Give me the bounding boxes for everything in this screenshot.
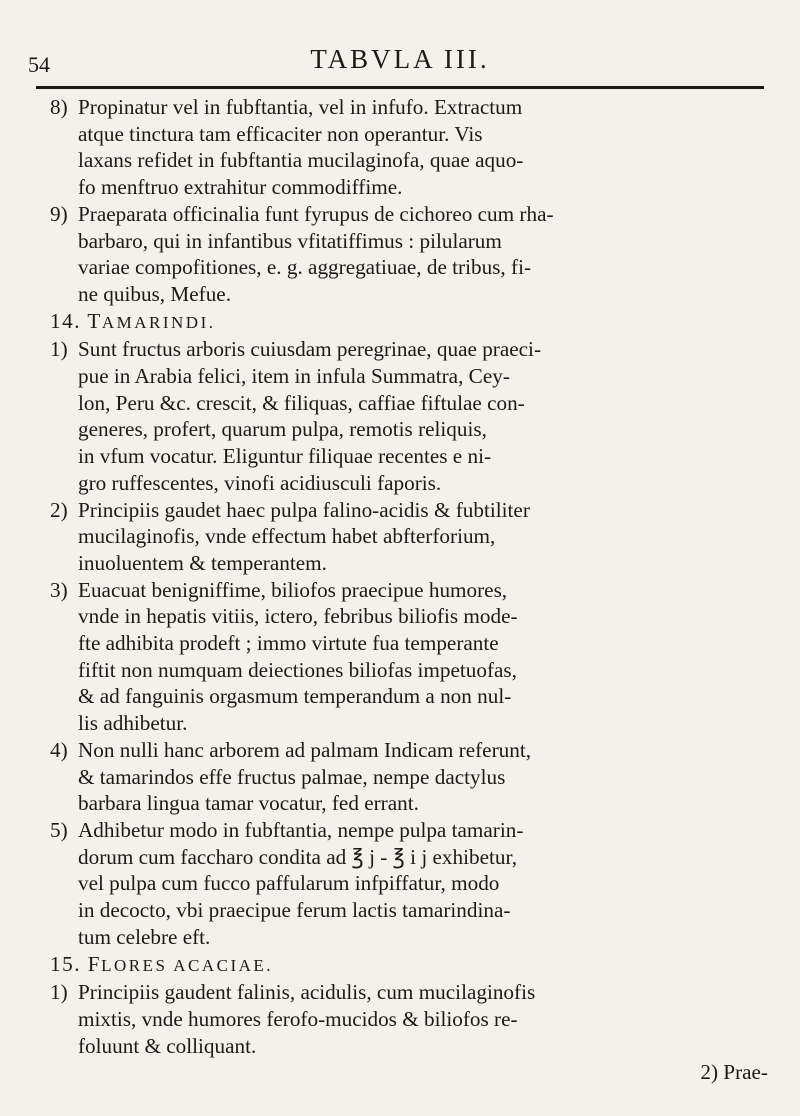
line-text: Praeparata officinalia funt fyrupus de cichoreo cum rha- (78, 201, 554, 226)
numbered-paragraph (50, 737, 778, 817)
text-line (50, 497, 778, 524)
text-line (50, 363, 778, 390)
line-text: variae compofitiones, e. g. aggregatiuae, de tribus, fi- (78, 255, 532, 280)
numbered-paragraph (50, 201, 778, 308)
text-line (50, 281, 778, 308)
numbered-paragraph (50, 577, 778, 737)
page-number: 54 (28, 52, 50, 77)
section-heading (50, 308, 778, 337)
section-number: 15. (50, 951, 88, 976)
paragraph-number: 3) (50, 577, 68, 602)
text-line (50, 577, 778, 604)
line-text: ne quibus, Mefue. (78, 281, 231, 306)
line-text: gro ruffescentes, vinofi acidiusculi faporis. (78, 470, 442, 495)
text-line (50, 416, 778, 443)
line-text: barbaro, qui in infantibus vfitatiffimus : pilularum (78, 228, 502, 253)
line-text: & tamarindos effe fructus palmae, nempe dactylus (78, 764, 506, 789)
text-line (50, 844, 778, 871)
line-text: atque tinctura tam efficaciter non operantur. Vis (78, 121, 483, 146)
line-text: in decocto, vbi praecipue ferum lactis tamarindina- (78, 898, 511, 923)
text-line (50, 657, 778, 684)
paragraph-number: 2) (50, 497, 68, 522)
text-line (50, 550, 778, 577)
section-heading (50, 951, 778, 980)
text-line (50, 897, 778, 924)
numbered-paragraph (50, 817, 778, 951)
line-text: foluunt & colliquant. (78, 1033, 257, 1058)
text-line (50, 254, 778, 281)
section-number: 14. (50, 308, 88, 333)
line-text: mixtis, vnde humores ferofo-mucidos & biliofos re- (78, 1006, 518, 1031)
line-text: Principiis gaudet haec pulpa falino-acidis & fubtiliter (78, 497, 530, 522)
line-text: generes, profert, quarum pulpa, remotis reliquis, (78, 417, 487, 442)
paragraph-number: 8) (50, 95, 68, 119)
text-line (50, 764, 778, 791)
text-line (50, 336, 778, 363)
section-initial: T (87, 308, 102, 333)
text-line (50, 710, 778, 737)
text-line (50, 390, 778, 417)
text-line (50, 121, 778, 148)
paragraph-number: 1) (50, 337, 68, 362)
catchword: 2) Prae- (700, 1060, 768, 1085)
section-initial: F (87, 951, 102, 976)
line-text: Adhibetur modo in fubftantia, nempe pulpa tamarin- (78, 817, 524, 842)
line-text: vnde in hepatis vitiis, ictero, febribus biliofis mode- (78, 604, 518, 629)
line-text: vel pulpa cum fucco paffularum infpiffatur, modo (78, 871, 500, 896)
text-line (50, 979, 778, 1006)
section-title: AMARINDI. (101, 312, 216, 332)
running-head: TABVLA III. (310, 44, 490, 74)
line-text: Non nulli hanc arborem ad palmam Indicam referunt, (78, 737, 532, 762)
text-line (50, 924, 778, 951)
paragraph-number: 9) (50, 201, 68, 226)
text-line (50, 523, 778, 550)
text-line (50, 1006, 778, 1033)
text-line (50, 790, 778, 817)
text-line (50, 737, 778, 764)
text-line (50, 630, 778, 657)
body-text (50, 94, 778, 1086)
text-line (50, 174, 778, 201)
line-text: Propinatur vel in fubftantia, vel in infufo. Extractum (78, 95, 523, 119)
line-text: tum celebre eft. (78, 924, 211, 949)
numbered-paragraph (50, 336, 778, 496)
line-text: pue in Arabia felici, item in infula Summatra, Cey- (78, 364, 510, 389)
text-line (50, 443, 778, 470)
line-text: lis adhibetur. (78, 711, 188, 736)
text-line (50, 470, 778, 497)
section-title: LORES ACACIAE. (101, 955, 274, 975)
line-text: Sunt fructus arboris cuiusdam peregrinae, quae praeci- (78, 337, 542, 362)
line-text: dorum cum faccharo condita ad ℥ j - ℥ i j exhibetur, (78, 844, 517, 869)
text-line (50, 147, 778, 174)
line-text: laxans refidet in fubftantia mucilaginofa, quae aquo- (78, 148, 524, 173)
numbered-paragraph (50, 94, 778, 201)
line-text: & ad fanguinis orgasmum temperandum a non nul- (78, 684, 512, 709)
line-text: inuoluentem & temperantem. (78, 550, 327, 575)
text-line (50, 201, 778, 228)
line-text: in vfum vocatur. Eliguntur filiquae recentes e ni- (78, 444, 492, 469)
head-rule (36, 86, 764, 89)
paragraph-number: 1) (50, 980, 68, 1005)
paragraph-number: 5) (50, 817, 68, 842)
line-text: Principiis gaudent falinis, acidulis, cum mucilaginofis (78, 980, 536, 1005)
line-text: fiftit non numquam deiectiones biliofas impetuofas, (78, 657, 517, 682)
line-text: fo menftruo extrahitur commodiffime. (78, 175, 403, 200)
line-text: lon, Peru &c. crescit, & filiquas, caffiae fiftulae con- (78, 390, 525, 415)
text-line (50, 817, 778, 844)
paragraph-number: 4) (50, 737, 68, 762)
text-line (50, 603, 778, 630)
numbered-paragraph (50, 979, 778, 1059)
text-line (50, 683, 778, 710)
line-text: fte adhibita prodeft ; immo virtute fua temperante (78, 631, 499, 656)
text-line (50, 228, 778, 255)
text-line (50, 1033, 778, 1060)
line-text: barbara lingua tamar vocatur, fed errant. (78, 791, 419, 816)
text-line (50, 94, 778, 121)
line-text: mucilaginofis, vnde effectum habet abfterforium, (78, 524, 496, 549)
line-text: Euacuat benigniffime, biliofos praecipue humores, (78, 577, 508, 602)
numbered-paragraph (50, 497, 778, 577)
text-line (50, 870, 778, 897)
